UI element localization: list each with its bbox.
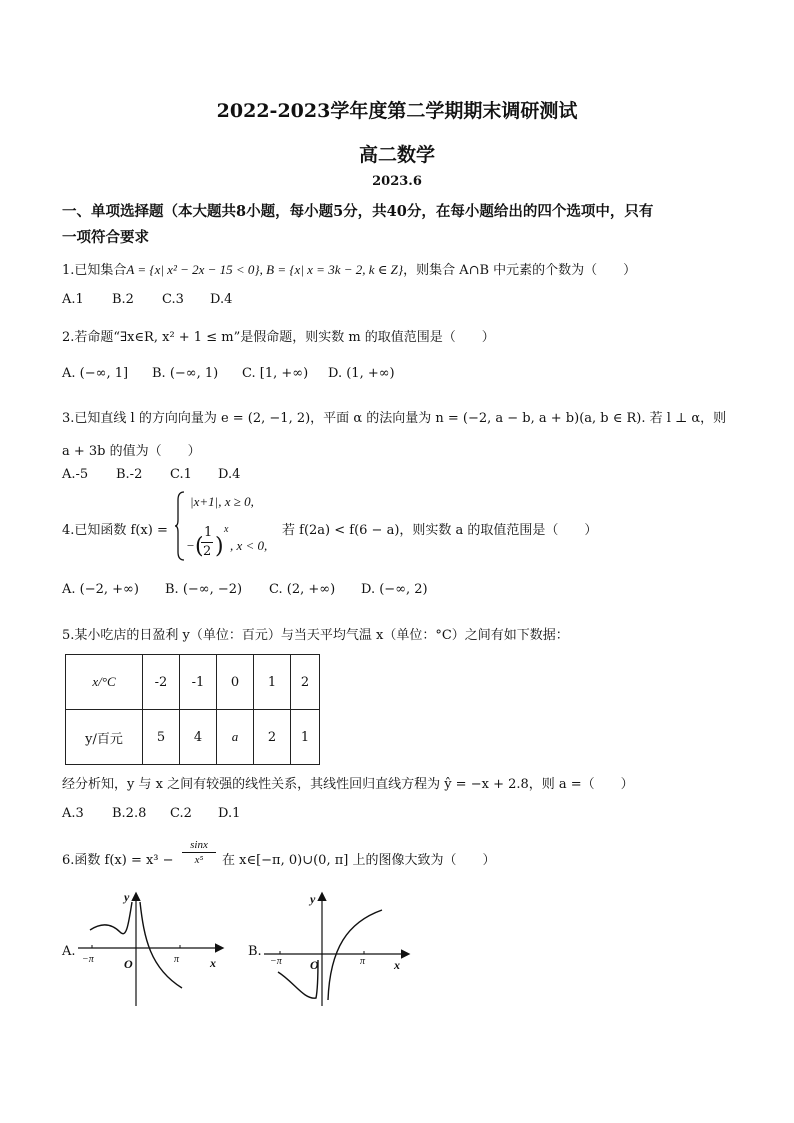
q3-stem-line2: a + 3b 的值为（ ）: [62, 444, 201, 459]
table-cell: a: [217, 710, 254, 765]
table-cell: 1: [254, 655, 291, 710]
q1-option-b[interactable]: B.2: [112, 292, 134, 307]
fig-b-pi: π: [360, 956, 366, 967]
q2-option-b[interactable]: B. (−∞, 1): [152, 366, 219, 381]
q4-exponent: x: [224, 524, 229, 535]
q1-options: [62, 292, 232, 307]
q4-paren-right: ): [215, 534, 224, 559]
table-cell: 2: [291, 655, 320, 710]
q4-frac-den: 2: [203, 544, 212, 559]
q4-option-b[interactable]: B. (−∞, −2): [165, 582, 243, 597]
q1-set-b: , B = {x| x = 3k − 2, k ∈ Z}: [259, 262, 404, 277]
q4-option-d[interactable]: D. (−∞, 2): [361, 582, 428, 597]
section-heading-line1: 一、单项选择题（本大题共8小题，每小题5分，共40分，在每小题给出的四个选项中，只有: [62, 203, 654, 220]
q2-option-c[interactable]: C. [1, +∞): [242, 366, 309, 381]
exam-title: 2022-2023学年度第二学期期末调研测试: [216, 100, 578, 122]
fig-b-origin: O: [310, 958, 319, 972]
q4-case2-cond: , x < 0,: [230, 538, 268, 553]
q4-frac-bar: [201, 542, 213, 543]
table-cell: -1: [180, 655, 217, 710]
table-cell: -2: [143, 655, 180, 710]
fig-a-y-label: y: [124, 890, 130, 904]
q5-data-table: [65, 654, 320, 765]
q3-option-d[interactable]: D.4: [218, 467, 241, 482]
exam-date: 2023.6: [372, 174, 422, 189]
table-row: [66, 710, 320, 765]
exam-subject: 高二数学: [358, 144, 435, 166]
fig-a-neg-pi: −π: [82, 954, 94, 965]
q5-option-b[interactable]: B.2.8: [112, 806, 147, 821]
q5-options: [62, 806, 240, 821]
q3-option-b[interactable]: B.-2: [116, 467, 143, 482]
table-row-head-y: y/百元: [66, 710, 143, 765]
table-cell: 5: [143, 710, 180, 765]
fig-b-x-label: x: [394, 958, 400, 972]
q3-option-c[interactable]: C.1: [170, 467, 192, 482]
q1-set-a: A = {x| x² − 2x − 15 < 0}: [126, 262, 260, 277]
q4-frac-num: 1: [204, 525, 213, 540]
q1-prefix: 1.已知集合: [62, 263, 127, 278]
q1-stem: [62, 259, 636, 278]
q3-stem-line1: 3.已知直线 l 的方向向量为 e = (2, −1, 2)，平面 α 的法向量为 n = (−2, a − b, a + b)(a, b ∈ R). 若 l ⊥ α，则: [62, 411, 727, 426]
q2-options: [62, 366, 395, 381]
fig-b-neg-pi: −π: [270, 956, 282, 967]
table-cell: 0: [217, 655, 254, 710]
fig-a-x-label: x: [210, 956, 216, 970]
q6-prefix: 6.函数 f(x) = x³ −: [62, 853, 174, 868]
q1-suffix: ，则集合 A∩B 中元素的个数为（ ）: [403, 263, 637, 278]
q4-prefix: 4.已知函数 f(x) =: [62, 523, 168, 538]
fig-b-curve-right: [328, 910, 382, 1000]
q4-suffix: 若 f(2a) < f(6 − a)，则实数 a 的取值范围是（ ）: [282, 523, 598, 538]
q1-option-d[interactable]: D.4: [210, 292, 233, 307]
q5-stem: 经分析知，y 与 x 之间有较强的线性关系，其线性回归直线方程为 ŷ = −x + 2.8，则 a =（ ）: [62, 777, 634, 792]
section-heading-line2: 一项符合要求: [62, 229, 149, 246]
table-row-head-x: x/°C: [66, 655, 143, 710]
q4-option-a[interactable]: A. (−2, +∞): [62, 582, 139, 597]
q3-option-a[interactable]: A.-5: [62, 467, 89, 482]
q5-option-c[interactable]: C.2: [170, 806, 192, 821]
q3-options: [62, 467, 240, 482]
table-row: [66, 655, 320, 710]
q2-stem: 2.若命题“∃x∈R, x² + 1 ≤ m”是假命题，则实数 m 的取值范围是（ ）: [62, 330, 495, 345]
q5-option-a[interactable]: A.3: [62, 806, 84, 821]
q6-fraction: [182, 838, 216, 867]
fig-a-curve-right: [140, 902, 182, 988]
q6-fig-b-label[interactable]: B.: [248, 944, 262, 959]
q4-case2-neg: −: [186, 538, 195, 553]
q5-option-d[interactable]: D.1: [218, 806, 241, 821]
fig-a-origin: O: [124, 957, 133, 971]
q4-options: [62, 582, 428, 597]
q6-figure-b: [258, 888, 418, 1010]
fig-a-pi: π: [174, 954, 180, 965]
q6-frac-num: sinx: [182, 838, 216, 853]
q6-suffix: 在 x∈[−π, 0)∪(0, π] 上的图像大致为（ ）: [222, 853, 496, 868]
q6-figure-a: [72, 888, 232, 1010]
q4-option-c[interactable]: C. (2, +∞): [269, 582, 336, 597]
q2-option-d[interactable]: D. (1, +∞): [328, 366, 395, 381]
table-cell: 4: [180, 710, 217, 765]
table-cell: 1: [291, 710, 320, 765]
q4-paren-left: (: [195, 534, 204, 559]
q6-frac-den: x⁵: [194, 854, 204, 866]
q5-intro: 5.某小吃店的日盈利 y（单位：百元）与当天平均气温 x（单位：°C）之间有如下数据：: [62, 628, 569, 643]
q4-case1: |x+1|, x ≥ 0,: [190, 494, 254, 509]
q2-option-a[interactable]: A. (−∞, 1]: [62, 366, 129, 381]
q1-option-a[interactable]: A.1: [62, 292, 84, 307]
q4-brace: [174, 490, 186, 562]
fig-b-y-label: y: [310, 892, 316, 906]
fig-a-curve-left: [90, 902, 132, 934]
q6-fig-a-label[interactable]: A.: [62, 944, 76, 959]
table-cell: 2: [254, 710, 291, 765]
q1-option-c[interactable]: C.3: [162, 292, 184, 307]
